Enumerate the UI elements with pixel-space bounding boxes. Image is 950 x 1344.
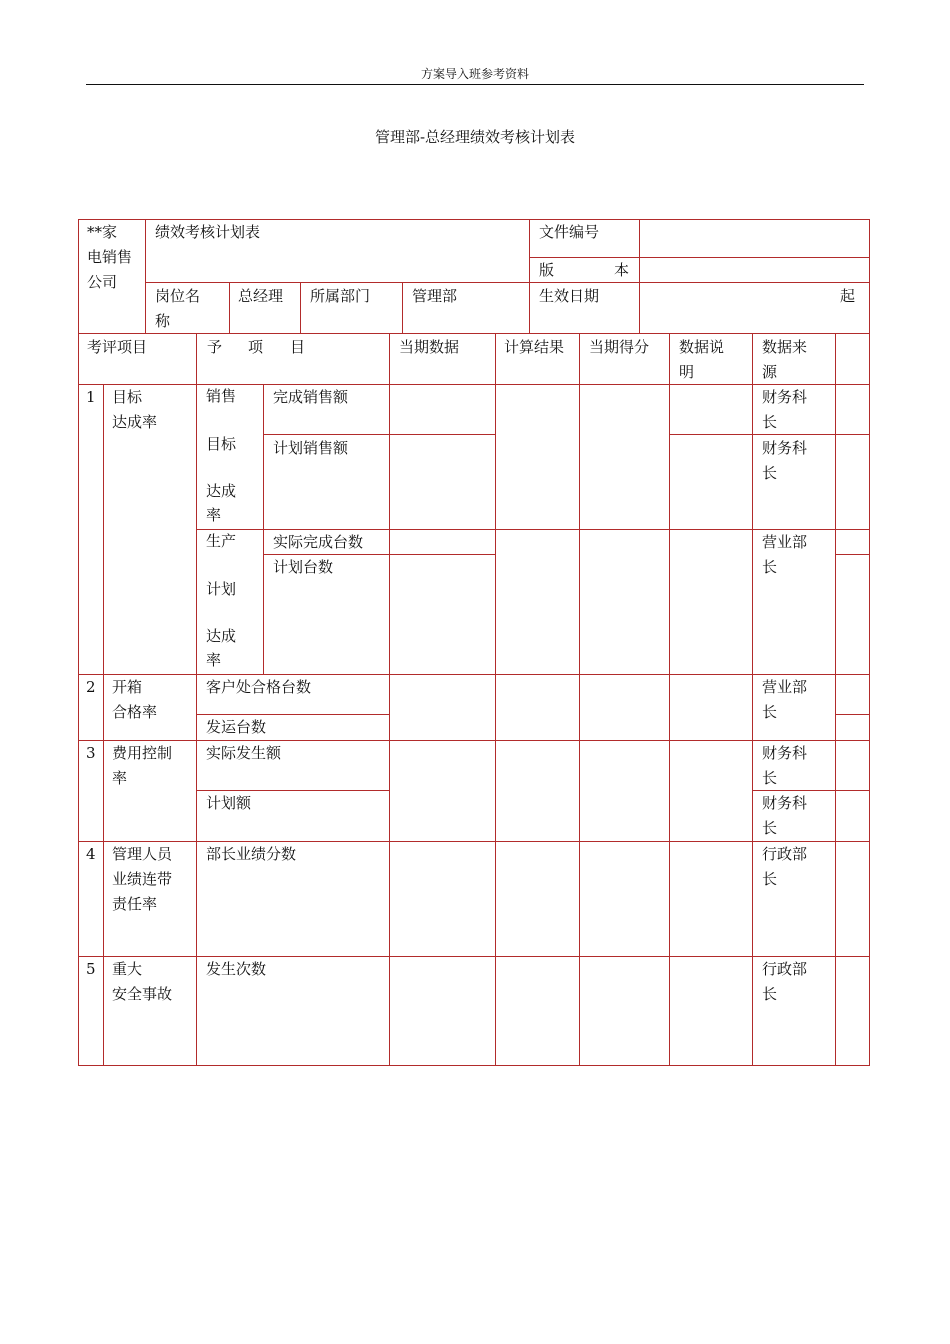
item-name: 开箱 合格率 [112, 678, 158, 721]
company-name: **家 电销售 公司 [87, 223, 133, 291]
version-value[interactable] [645, 258, 863, 281]
column-header-data-source: 数据来 源 [762, 338, 808, 381]
data-source: 财务科 长 [762, 388, 808, 431]
grid-line [103, 384, 104, 1066]
column-header-sub-item-1: 予 [207, 338, 223, 356]
sub-group-name: 生产 计划 达成 率 [206, 532, 237, 669]
item-name: 管理人员 业绩连带 责任率 [112, 845, 173, 913]
grid-line [529, 219, 530, 333]
grid-line [196, 333, 197, 1066]
sub-item: 实际完成台数 [273, 533, 364, 551]
sub-item: 实际发生额 [206, 744, 282, 762]
running-header: 方案导入班参考资料 [420, 67, 529, 81]
item-name: 重大 安全事故 [112, 960, 173, 1003]
column-header-current-data: 当期数据 [399, 338, 460, 356]
column-header-sub-item-2: 项 [248, 338, 264, 356]
effective-date-label: 生效日期 [539, 287, 600, 305]
grid-line [495, 333, 496, 1066]
data-source: 财务科 长 [762, 439, 808, 482]
file-number-label: 文件编号 [539, 223, 600, 241]
item-name: 费用控制 率 [112, 744, 173, 787]
item-number: 2 [86, 678, 96, 696]
column-header-eval-item: 考评项目 [87, 338, 148, 356]
data-source: 营业部 长 [762, 533, 808, 576]
item-number: 1 [86, 388, 96, 406]
column-header-data-note: 数据说 明 [679, 338, 725, 381]
grid-line [300, 282, 301, 333]
data-source: 行政部 长 [762, 960, 808, 1003]
column-header-sub-item-3: 目 [290, 338, 306, 356]
sub-item: 发运台数 [206, 718, 267, 736]
form-name: 绩效考核计划表 [155, 223, 261, 241]
grid-line [389, 333, 390, 1066]
sub-item: 发生次数 [206, 960, 267, 978]
grid-line [835, 333, 836, 1066]
item-number: 3 [86, 744, 96, 762]
position-label: 岗位名 称 [155, 287, 201, 330]
grid-line [669, 333, 670, 1066]
grid-line [145, 282, 870, 283]
department-value: 管理部 [412, 287, 458, 305]
item-number: 4 [86, 845, 96, 863]
data-source: 财务科 长 [762, 744, 808, 787]
grid-line [402, 282, 403, 333]
page-title: 管理部-总经理绩效考核计划表 [374, 128, 576, 146]
grid-line [835, 714, 870, 715]
version-label-start: 版 [539, 261, 555, 279]
grid-line [752, 333, 753, 1066]
grid-line [263, 384, 264, 674]
data-source: 营业部 长 [762, 678, 808, 721]
item-name: 目标 达成率 [112, 388, 158, 431]
grid-line [145, 219, 146, 333]
grid-line [639, 219, 640, 333]
item-number: 5 [86, 960, 96, 978]
sub-group-name: 销售 目标 达成 率 [206, 387, 237, 524]
column-header-current-score: 当期得分 [589, 338, 650, 356]
column-header-calc-result: 计算结果 [504, 338, 565, 356]
grid-line [579, 333, 580, 1066]
table-border-right [869, 219, 870, 1066]
sub-item: 部长业绩分数 [206, 845, 297, 863]
grid-line [263, 434, 495, 435]
grid-line [835, 554, 870, 555]
sub-item: 客户处合格台数 [206, 678, 312, 696]
sub-item: 计划额 [206, 794, 252, 812]
file-number-value[interactable] [645, 220, 863, 256]
department-label: 所属部门 [310, 287, 371, 305]
version-label-end: 本 [614, 261, 630, 279]
data-source: 行政部 长 [762, 845, 808, 888]
sub-item: 完成销售额 [273, 388, 349, 406]
sub-item: 计划销售额 [273, 439, 349, 457]
position-value: 总经理 [238, 287, 284, 305]
table-border-left [78, 219, 79, 1066]
grid-line [229, 282, 230, 333]
sub-item: 计划台数 [273, 558, 334, 576]
effective-date-value: 起 [840, 287, 856, 305]
data-source: 财务科 长 [762, 794, 808, 837]
